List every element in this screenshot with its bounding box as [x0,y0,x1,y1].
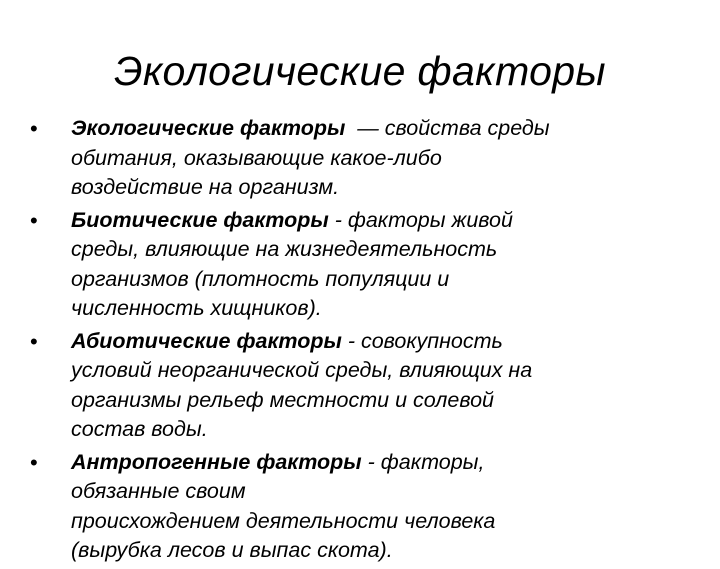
bullet-term: Антропогенные факторы [71,449,362,474]
bullet-item-ecological-factors [30,114,670,203]
bullet-text: совокупность [360,328,503,353]
bullet-line: обитания, оказывающие какое-либо [71,145,442,170]
bullet-dot-icon: • [30,116,38,141]
bullet-separator: - [341,328,361,353]
bullet-line [71,448,670,478]
bullet-line: обязанные своим [71,479,246,503]
bullet-dot-icon: • [30,328,38,354]
bullet-line [71,327,670,357]
bullet-text: свойства среды [384,116,550,140]
bullet-separator: - [361,449,381,474]
bullet-term: Биотические факторы [71,207,329,232]
bullet-text: факторы, [380,449,485,474]
bullet-text: факторы живой [347,207,513,232]
bullet-line: организмов (плотность популяции и [71,266,450,291]
bullet-line [71,206,670,236]
bullet-line: состав воды. [71,417,208,441]
bullet-line: (вырубка лесов и выпас скота). [71,538,393,562]
bullet-list [30,114,670,569]
bullet-dot-icon: • [30,449,38,475]
bullet-line: условий неорганической среды, влияющих на [71,358,533,382]
bullet-line: происхождением деятельности человека [71,508,496,533]
bullet-term: Экологические факторы [71,116,346,140]
bullet-separator: — [345,116,385,140]
bullet-line: среды, влияющие на жизнедеятельность [71,237,498,261]
bullet-line [71,114,670,144]
bullet-dot-icon: • [30,207,38,233]
bullet-term: Абиотические факторы [71,328,342,353]
bullet-line: воздействие на организм. [71,175,340,199]
bullet-item-anthropogenic-factors [30,448,670,566]
bullet-item-biotic-factors [30,206,670,324]
slide-title: Экологические факторы [114,48,606,94]
bullet-line: организмы рельеф местности и солевой [71,387,494,412]
bullet-line: численность хищников). [71,296,322,320]
bullet-item-abiotic-factors [30,327,670,445]
bullet-separator: - [328,207,348,232]
